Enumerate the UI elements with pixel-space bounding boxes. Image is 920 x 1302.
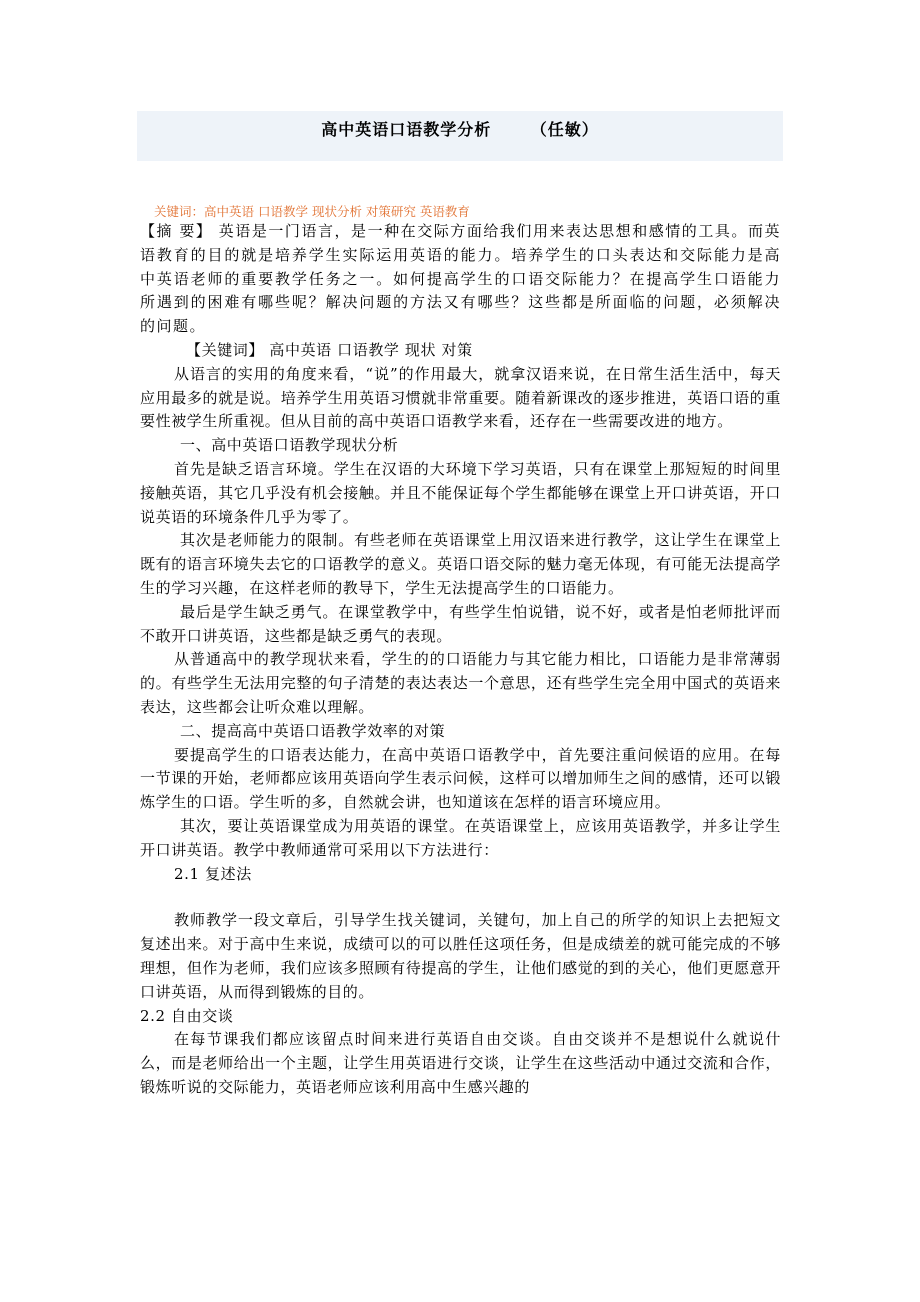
body-paragraph-6: 其次，要让英语课堂成为用英语的课堂。在英语课堂上，应该用英语教学，并多让学生开口讲英语。教学中教师通常可采用以下方法进行： — [140, 816, 781, 859]
document-body — [140, 220, 781, 1100]
body-paragraph-7: 教师教学一段文章后，引导学生找关键词，关键句，加上自己的所学的知识上去把短文复述出来。对于高中生来说，成绩可以的可以胜任这项任务，但是成绩差的就可能完成的不够理想，但作为老师，我们应该多照顾有待提高的学生，让他们感觉的到的关心，他们更愿意开口讲英语，从而得到锻炼的目的。 — [140, 911, 781, 1001]
document-title: 高中英语口语教学分析 （任敏） — [321, 120, 599, 139]
section-heading-1: 一、高中英语口语教学现状分析 — [180, 436, 399, 455]
body-paragraph-2: 其次是老师能力的限制。有些老师在英语课堂上用汉语来进行教学，这让学生在课堂上既有的语言环境失去它的口语教学的意义。英语口语交际的魅力毫无体现，有可能无法提高学生的学习兴趣，在这样老师的教导下，学生无法提高学生的口语能力。 — [140, 531, 781, 597]
abstract-paragraph: 【摘 要】 英语是一门语言，是一种在交际方面给我们用来表达思想和感情的工具。而英语教育的目的就是培养学生实际运用英语的能力。培养学生的口头表达和交际能力是高中英语老师的重要教学任务之一。如何提高学生的口语交际能力？在提高学生口语能力所遇到的困难有哪些呢？解决问题的方法又有哪些？这些都是所面临的问题，必须解决的问题。 — [140, 222, 781, 336]
body-paragraph-5: 要提高学生的口语表达能力，在高中英语口语教学中，首先要注重问候语的应用。在每一节课的开始，老师都应该用英语向学生表示问候，这样可以增加师生之间的感情，还可以锻炼学生的口语。学生听的多，自然就会讲，也知道该在怎样的语言环境应用。 — [140, 745, 781, 812]
body-paragraph-4: 从普通高中的教学现状来看，学生的的口语能力与其它能力相比，口语能力是非常薄弱的。有些学生无法用完整的句子清楚的表达表达一个意思，还有些学生完全用中国式的英语来表达，这些都会让听众难以理解。 — [140, 650, 781, 716]
keywords-line: 关键词：高中英语 口语教学 现状分析 对策研究 英语教育 — [154, 204, 470, 219]
section-heading-2: 二、提高高中英语口语教学效率的对策 — [180, 721, 446, 740]
intro-paragraph: 从语言的实用的角度来看，“说”的作用最大，就拿汉语来说，在日常生活生活中，每天应用最多的就是说。培养学生用英语习惯就非常重要。随着新课改的逐步推进，英语口语的重要性被学生所重视。但从目前的高中英语口语教学来看，还存在一些需要改进的地方。 — [140, 364, 781, 431]
blank-line — [140, 886, 781, 909]
body-paragraph-1: 首先是缺乏语言环境。学生在汉语的大环境下学习英语，只有在课堂上那短短的时间里接触英语，其它几乎没有机会接触。并且不能保证每个学生都能够在课堂上开口讲英语，开口说英语的环境条件几乎为零了。 — [140, 459, 781, 526]
title-band — [137, 111, 783, 161]
body-paragraph-8: 在每节课我们都应该留点时间来进行英语自由交谈。自由交谈并不是想说什么就说什么，而是老师给出一个主题，让学生用英语进行交谈，让学生在这些活动中通过交流和合作，锻炼听说的交际能力，英语老师应该利用高中生感兴趣的 — [140, 1030, 781, 1096]
subheading-2-1: 2.1 复述法 — [174, 864, 252, 883]
body-paragraph-3: 最后是学生缺乏勇气。在课堂教学中，有些学生怕说错，说不好，或者是怕老师批评而不敢开口讲英语，这些都是缺乏勇气的表现。 — [140, 602, 781, 645]
keywords-paragraph: 【关键词】 高中英语 口语教学 现状 对策 — [186, 340, 473, 359]
subheading-2-2: 2.2 自由交谈 — [140, 1006, 234, 1025]
